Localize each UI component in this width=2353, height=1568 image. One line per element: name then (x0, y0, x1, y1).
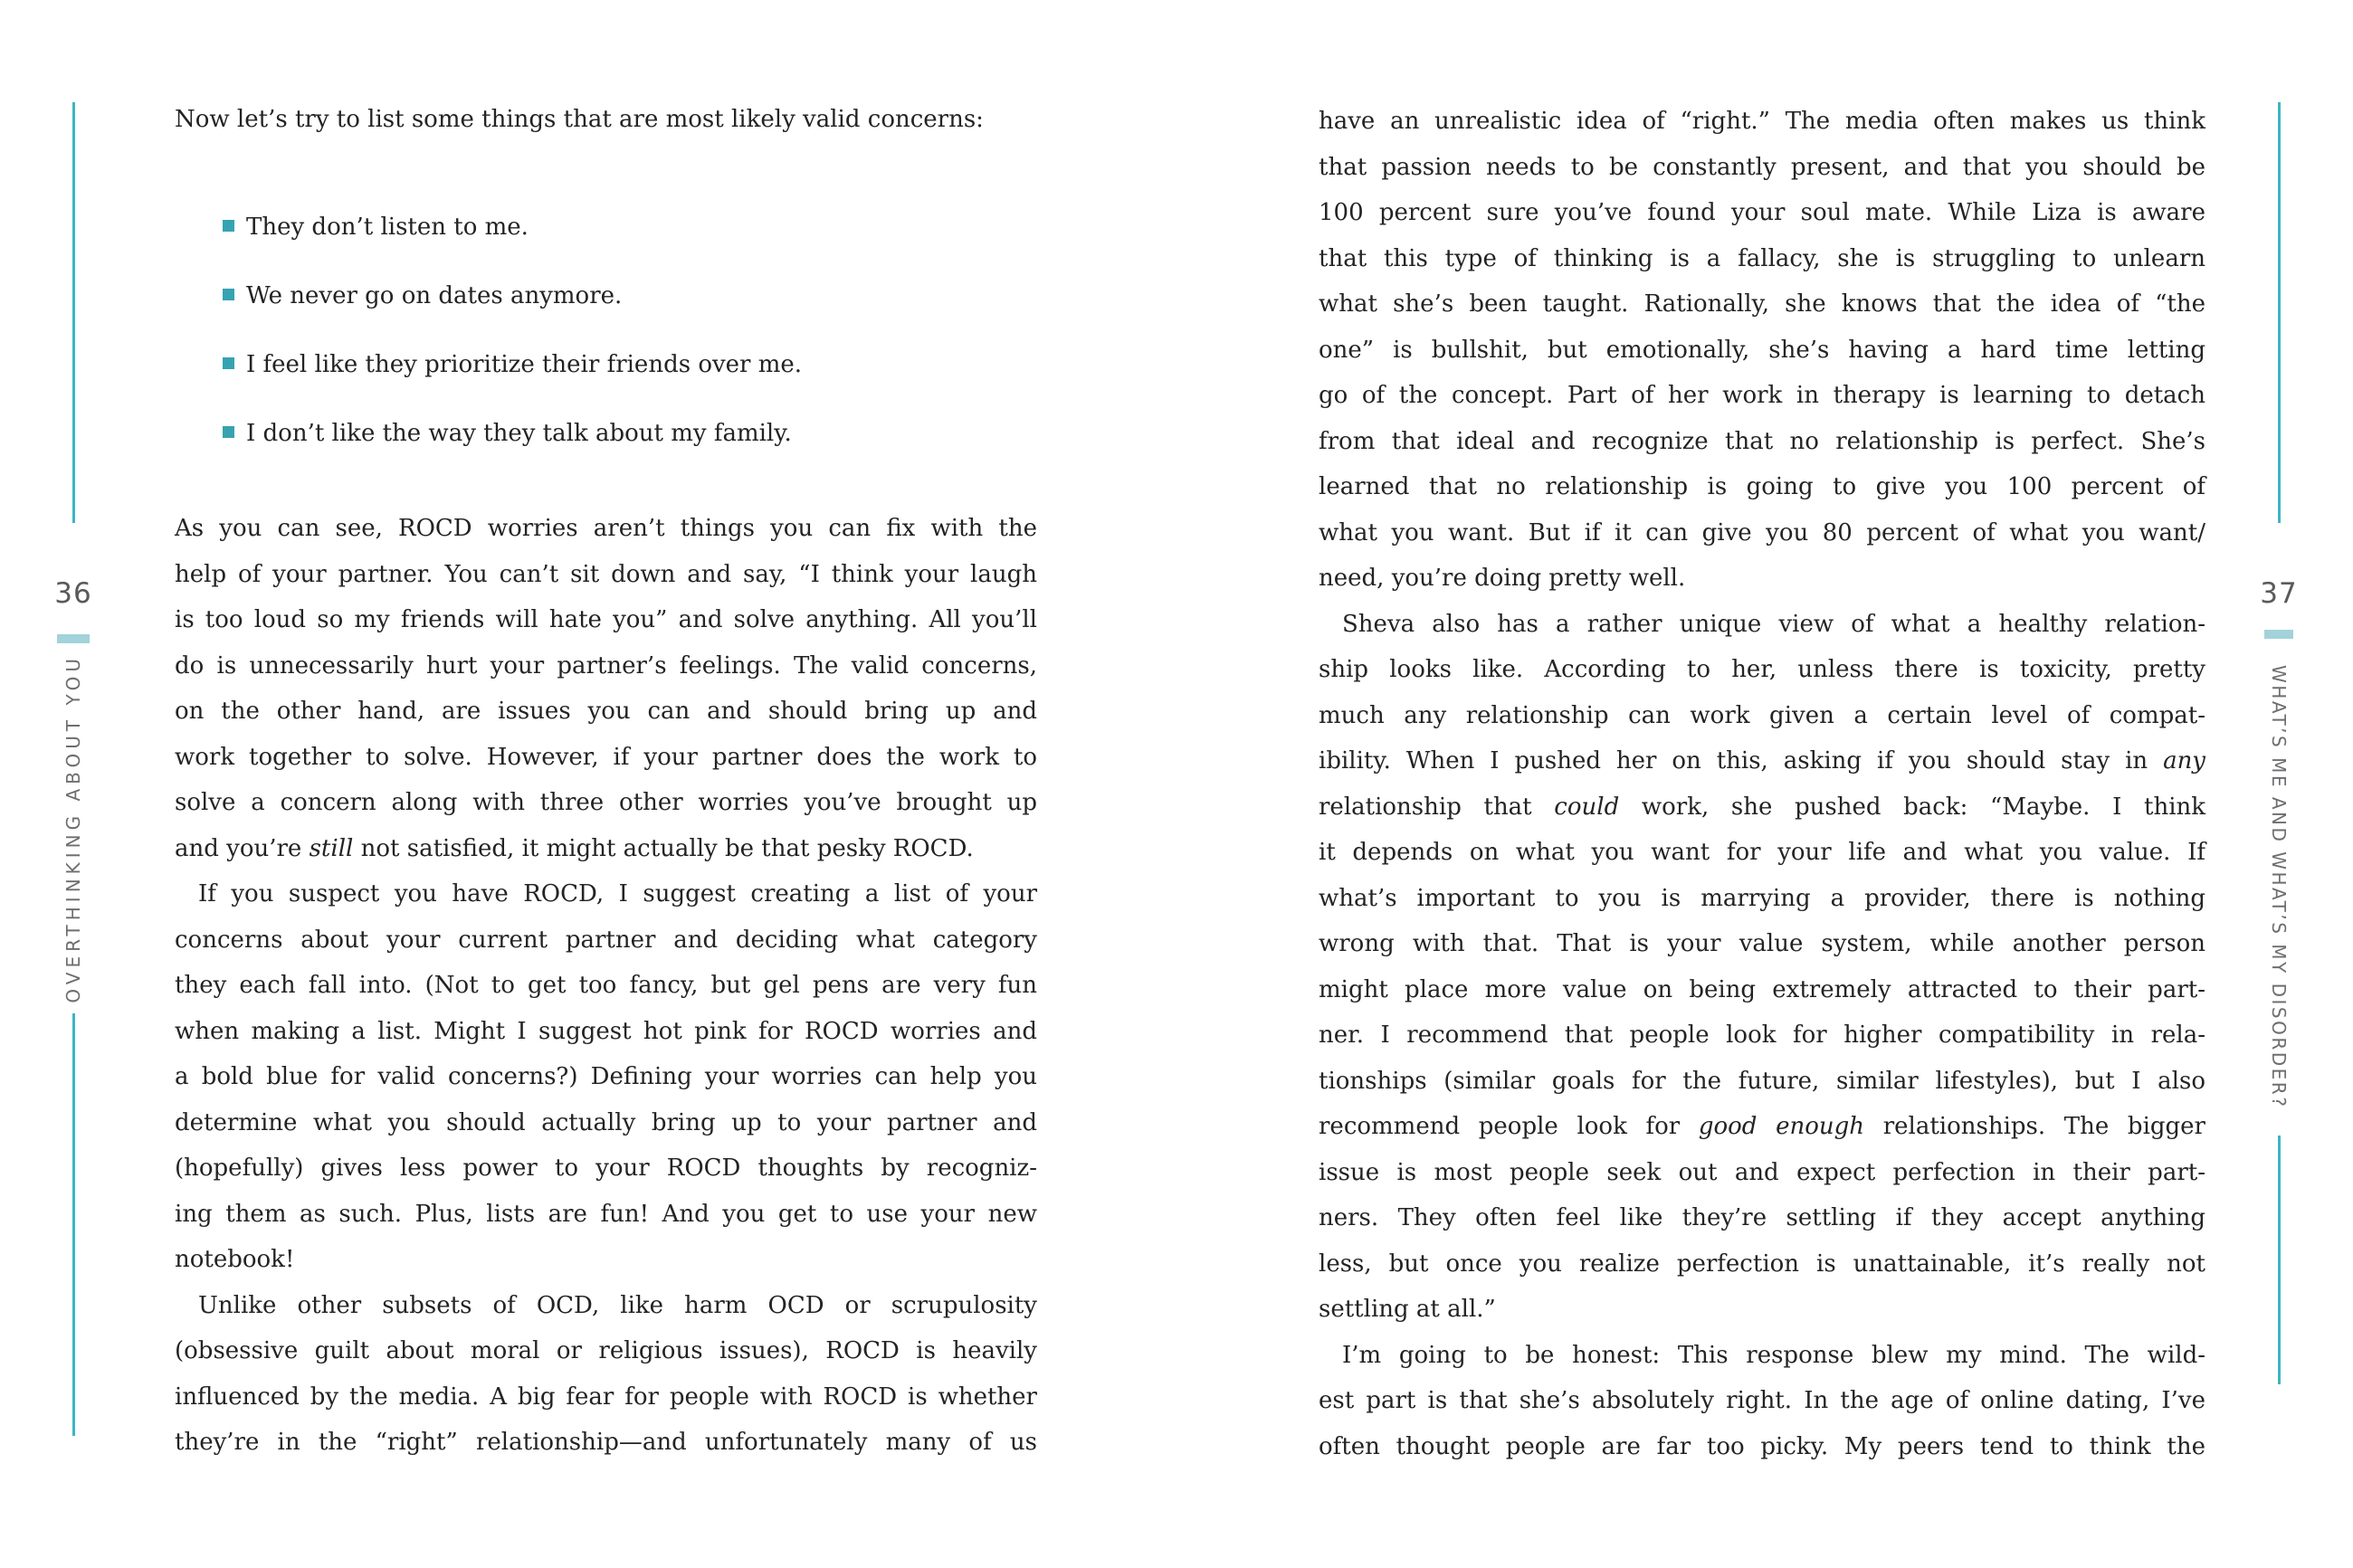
section-intro-line (175, 97, 1037, 143)
body-line (175, 1100, 1037, 1146)
list-item-text: I don’t like the way they talk about my family. (246, 420, 792, 447)
body-line-text: ner. I recommend that people look for higher compatibility in rela- (1319, 1022, 2205, 1049)
body-line-text: help of your partner. You can’t sit down and say, “I think your laugh (175, 560, 1037, 588)
right-page-body-column (1319, 99, 2205, 1469)
body-line (1319, 738, 2205, 784)
body-line-text: that passion needs to be constantly present, and that you should be (1319, 153, 2205, 181)
body-line (175, 780, 1037, 826)
body-line-text: a bold blue for valid concerns?) Defining your worries can help you (175, 1063, 1037, 1090)
body-line-text: recommend people look for good enough relationships. The bigger (1319, 1113, 2205, 1140)
body-line-text: have an unrealistic idea of “right.” The media often makes us think (1319, 108, 2205, 135)
body-line-text: influenced by the media. A big fear for people with ROCD is whether (175, 1383, 1037, 1411)
body-line (1319, 556, 2205, 602)
body-line (175, 552, 1037, 598)
body-line-text: they’re in the “right” relationship—and unfortunately many of us (175, 1429, 1037, 1456)
body-line (175, 1192, 1037, 1238)
body-line-text: ibility. When I pushed her on this, asking if you should stay in any (1319, 747, 2205, 774)
square-bullet-icon (223, 426, 234, 438)
body-line-text: do is unnecessarily hurt your partner’s feelings. The valid concerns, (175, 651, 1037, 679)
body-line (1319, 602, 2205, 648)
square-bullet-icon (223, 220, 234, 232)
body-line (1319, 328, 2205, 374)
body-line-text: Unlike other subsets of OCD, like harm OCD or scrupulosity (198, 1291, 1037, 1319)
body-line-text: they each fall into. (Not to get too fancy, but gel pens are very fun (175, 972, 1037, 999)
body-line-text: solve a concern along with three other worries you’ve brought up (175, 789, 1037, 816)
body-line (1319, 647, 2205, 693)
left-page-body-column (175, 506, 1037, 1466)
body-line (175, 1009, 1037, 1055)
body-line (1319, 967, 2205, 1013)
right-margin-rule-bottom (2278, 1136, 2281, 1384)
list-item-text: We never go on dates anymore. (246, 282, 623, 309)
body-line-text: what you want. But if it can give you 80 percent of what you want/ (1319, 518, 2205, 546)
body-line (1319, 190, 2205, 236)
body-line (1319, 510, 2205, 556)
body-line (1319, 419, 2205, 465)
body-line (1319, 784, 2205, 831)
left-margin-rule-bottom (72, 1013, 75, 1436)
body-line-text: learned that no relationship is going to give you 100 percent of (1319, 473, 2205, 500)
running-head-right (2258, 664, 2300, 1109)
body-line-text: much any relationship can work given a certain level of compat- (1319, 701, 2205, 729)
body-line (175, 506, 1037, 552)
list-item (223, 348, 1037, 381)
body-line-text: that this type of thinking is a fallacy, she is struggling to unlearn (1319, 244, 2205, 272)
body-line-text: from that ideal and recognize that no relationship is perfect. She’s (1319, 427, 2205, 455)
list-item (223, 280, 1037, 312)
body-line-text: relationship that could work, she pushed back: “Maybe. I think (1319, 793, 2206, 821)
body-line-text: on the other hand, are issues you can and should bring up and (175, 698, 1037, 725)
body-line-text: (obsessive guilt about moral or religious issues), ROCD is heavily (175, 1337, 1037, 1364)
right-margin-rule-top (2278, 102, 2281, 523)
body-line (175, 1054, 1037, 1100)
body-line (1319, 1424, 2205, 1470)
body-line-text: notebook! (175, 1246, 295, 1273)
list-item (223, 211, 1037, 243)
body-line-text: ship looks like. According to her, unless there is toxicity, pretty (1319, 656, 2205, 683)
body-line-text: wrong with that. That is your value system, while another person (1319, 930, 2205, 957)
body-line (175, 1283, 1037, 1329)
body-line (175, 1328, 1037, 1374)
body-line (1319, 1241, 2205, 1288)
body-line (1319, 1287, 2205, 1333)
body-line (1319, 1333, 2205, 1379)
body-line (1319, 1012, 2205, 1059)
body-line-text: need, you’re doing pretty well. (1319, 565, 1686, 592)
body-line-text: I’m going to be honest: This response blew my mind. The wild- (1342, 1341, 2205, 1369)
body-line (175, 689, 1037, 735)
body-line (1319, 1195, 2205, 1241)
left-margin-rule-top (72, 102, 75, 523)
body-line-text: 100 percent sure you’ve found your soul mate. While Liza is aware (1319, 199, 2205, 226)
body-line-text: determine what you should actually bring up to your partner and (175, 1108, 1037, 1136)
body-line-text: concerns about your current partner and deciding what category (175, 926, 1037, 954)
body-line-text: is too loud so my friends will hate you” and solve anything. All you’ll (175, 606, 1037, 633)
running-head-right-text: WHAT’S ME AND WHAT’S MY DISORDER? (2268, 664, 2290, 1109)
body-line (175, 735, 1037, 781)
body-line-text: As you can see, ROCD worries aren’t things you can fix with the (175, 515, 1037, 542)
body-line-text: work together to solve. However, if your partner does the work to (175, 743, 1037, 771)
body-line (1319, 281, 2205, 328)
list-item (223, 417, 1037, 450)
body-line (1319, 693, 2205, 739)
body-line (175, 1420, 1037, 1466)
body-line-text: and you’re still not satisfied, it might actually be that pesky ROCD. (175, 834, 974, 862)
running-head-left (52, 654, 94, 1003)
body-line (175, 1145, 1037, 1192)
square-bullet-icon (223, 357, 234, 369)
body-line-text: issue is most people seek out and expect perfection in their part- (1319, 1158, 2205, 1186)
list-item-text: I feel like they prioritize their friends over me. (246, 351, 803, 378)
section-intro-text: Now let’s try to list some things that are most likely valid concerns: (175, 106, 984, 133)
body-line-text: settling at all.” (1319, 1296, 1496, 1323)
body-line (1319, 373, 2205, 419)
body-line-text: less, but once you realize perfection is unattainable, it’s really not (1319, 1250, 2205, 1278)
body-line (1319, 1059, 2205, 1105)
body-line (1319, 145, 2205, 191)
body-line (1319, 1150, 2205, 1196)
body-line (175, 871, 1037, 917)
page-number-accent-bar-left (57, 634, 90, 643)
body-line-text: what she’s been taught. Rationally, she knows that the idea of “the (1319, 290, 2205, 318)
body-line (175, 643, 1037, 689)
list-item-text: They don’t listen to me. (246, 214, 529, 241)
body-line (175, 1237, 1037, 1283)
body-line (1319, 1378, 2205, 1424)
valid-concerns-bullet-list (223, 211, 1037, 486)
body-line (1319, 464, 2205, 510)
body-line (1319, 921, 2205, 967)
body-line-text: ing them as such. Plus, lists are fun! And you get to use your new (175, 1200, 1037, 1228)
body-line-text: ners. They often feel like they’re settling if they accept anything (1319, 1204, 2205, 1231)
body-line-text: when making a list. Might I suggest hot pink for ROCD worries and (175, 1017, 1037, 1045)
body-line (1319, 1104, 2205, 1150)
body-line-text: Sheva also has a rather unique view of what a healthy relation- (1342, 610, 2205, 638)
page-number-right: 37 (2260, 577, 2298, 610)
body-line-text: often thought people are far too picky. My peers tend to think the (1319, 1432, 2205, 1460)
body-line-text: what’s important to you is marrying a provider, there is nothing (1319, 884, 2205, 912)
body-line-text: If you suspect you have ROCD, I suggest creating a list of your (198, 880, 1037, 908)
body-line (175, 826, 1037, 872)
body-line-text: (hopefully) gives less power to your ROCD thoughts by recogniz- (175, 1155, 1037, 1182)
body-line-text: one” is bullshit, but emotionally, she’s having a hard time letting (1319, 336, 2205, 364)
body-line (1319, 876, 2205, 922)
page-number-left: 36 (54, 577, 92, 610)
page-number-accent-bar-right (2264, 630, 2293, 639)
body-line (175, 1374, 1037, 1421)
body-line-text: est part is that she’s absolutely right. In the age of online dating, I’ve (1319, 1387, 2205, 1414)
body-line (1319, 99, 2205, 145)
body-line (175, 917, 1037, 964)
body-line (1319, 236, 2205, 282)
body-line-text: tionships (similar goals for the future, similar lifestyles), but I also (1319, 1067, 2205, 1095)
body-line-text: it depends on what you want for your life and what you value. If (1319, 839, 2205, 866)
body-line-text: go of the concept. Part of her work in therapy is learning to detach (1319, 382, 2205, 409)
body-line (175, 963, 1037, 1009)
square-bullet-icon (223, 289, 234, 300)
running-head-left-text: OVERTHINKING ABOUT YOU (62, 654, 84, 1003)
body-line-text: might place more value on being extremely attracted to their part- (1319, 975, 2205, 1003)
body-line (1319, 830, 2205, 876)
body-line (175, 597, 1037, 643)
